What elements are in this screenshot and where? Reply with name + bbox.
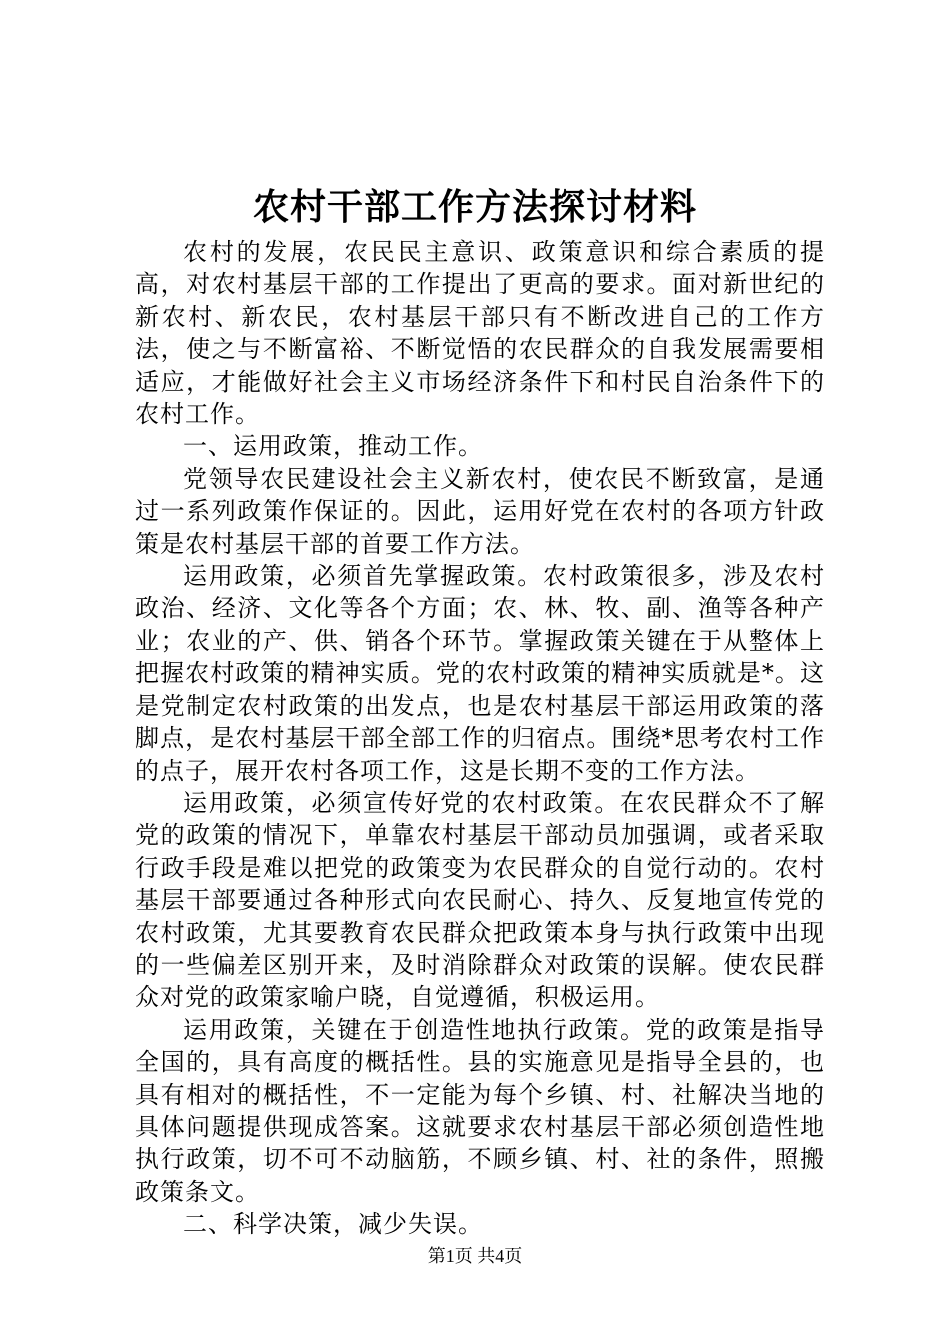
paragraph: 运用政策，关键在于创造性地执行政策。党的政策是指导全国的，具有高度的概括性。县的实施意见是指导全县的，也具有相对的概括性，不一定能为每个乡镇、村、社解决当地的具体问题提供现成答案。这就要求农村基层干部必须创造性地执行政策，切不可不动脑筋，不顾乡镇、村、社的条件，照搬政策条文。 [135,1015,825,1206]
paragraph-intro: 农村的发展，农民民主意识、政策意识和综合素质的提高，对农村基层干部的工作提出了更高的要求。面对新世纪的新农村、新农民，农村基层干部只有不断改进自己的工作方法，使之与不断富裕、不断觉悟的农民群众的自我发展需要相适应，才能做好社会主义市场经济条件下和村民自治条件下的农村工作。 [135,238,825,429]
section-heading-2: 二、科学决策，减少失误。 [183,1210,483,1239]
document-body [135,236,825,1241]
paragraph: 运用政策，必须宣传好党的农村政策。在农民群众不了解党的政策的情况下，单靠农村基层干部动员加强调，或者采取行政手段是难以把党的政策变为农民群众的自觉行动的。农村基层干部要通过各种形式向农民耐心、持久、反复地宣传党的农村政策，尤其要教育农民群众把政策本身与执行政策中出现的一些偏差区别开来，及时消除群众对政策的误解。使农民群众对党的政策家喻户晓，自觉遵循，积极运用。 [135,788,825,1012]
section-heading-1: 一、运用政策，推动工作。 [183,432,483,461]
paragraph: 运用政策，必须首先掌握政策。农村政策很多，涉及农村政治、经济、文化等各个方面；农、林、牧、副、渔等各种产业；农业的产、供、销各个环节。掌握政策关键在于从整体上把握农村政策的精神实质。党的农村政策的精神实质就是*。这是党制定农村政策的出发点，也是农村基层干部运用政策的落脚点，是农村基层干部全部工作的归宿点。围绕*思考农村工作的点子，展开农村各项工作，这是长期不变的工作方法。 [135,562,825,785]
document-title: 农村干部工作方法探讨材料 [252,186,697,228]
page-number-footer: 第1页 共4页 [427,1246,523,1266]
paragraph: 党领导农民建设社会主义新农村，使农民不断致富，是通过一系列政策作保证的。因此，运用好党在农村的各项方针政策是农村基层干部的首要工作方法。 [135,464,825,558]
